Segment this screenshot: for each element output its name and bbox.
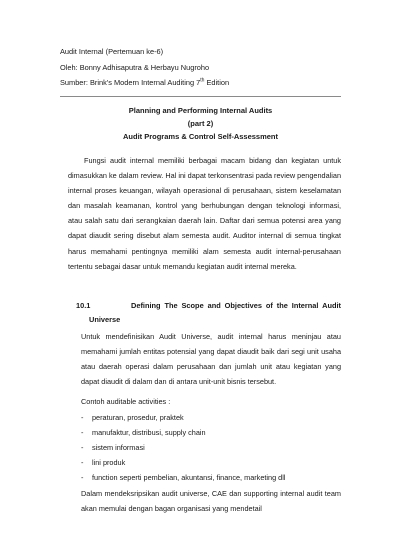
course-line: Audit Internal (Pertemuan ke-6) [60,47,164,56]
list-dash: - [81,473,84,483]
section-heading-continuation: Universe [89,315,121,324]
section-number: 10.1 [76,301,91,310]
section-heading-text: Defining The Scope and Objectives of the Internal Audit [131,301,341,310]
list-dash: - [81,458,84,468]
list-item [81,470,285,485]
list-item [81,455,285,470]
list-dash: - [81,413,84,422]
list-item-text: lini produk [92,458,126,468]
list-item-text: function seperti pembelian, akuntansi, finance, marketing dll [92,473,286,483]
list-item [81,410,285,425]
source-superscript: th [200,77,205,84]
header-divider [60,96,341,97]
list-dash: - [81,428,84,438]
list-item-text: peraturan, prosedur, praktek [92,413,184,422]
title-line-1: Planning and Performing Internal Audits [128,106,273,115]
source-line [60,75,350,91]
list-item [81,425,285,440]
source-text: Sumber: Brink's Modern Internal Auditing 7 [60,78,201,87]
title-line-3: Audit Programs & Control Self-Assessment [122,132,279,141]
title-line-2: (part 2) [187,119,214,128]
section-paragraph-1: Untuk mendefinisikan Audit Universe, audit internal harus meninjau atau memahami jumlah entitas potensial yang dapat diaudit baik dari segi unit usaha atau daerah operasi dalam perusahaan dan jumlah unit atau kegiatan yang dapat diaudit di dalam dan di antara unit-unit bisnis tersebut. [81,332,341,387]
list-item [81,440,285,455]
intro-paragraph: Fungsi audit internal memiliki berbagai macam bidang dan kegiatan untuk dimasukkan ke dalam review. Hal ini dapat terkonsentrasi pada review pengendalian internal proses keuangan, wilayah operasional di perusahaan, sistem keselamatan dan masalah keamanan, kontrol yang berhubungan dengan teknologi informasi, atau salah satu dari serangkaian daerah lain. Daftar dari semua potensi area yang dapat diaudit sering disebut alam semesta audit. Auditor internal di semua tingkat harus memahami pentingnya memiliki alam semesta audit internal-perusahaan tertentu sebagai dasar untuk memandu kegiatan audit internal mereka. [68,156,341,271]
list-label: Contoh auditable activities : [81,397,171,406]
list-item-text: sistem informasi [92,443,145,453]
section-paragraph-2: Dalam mendeksripsikan audit universe, CAE dan supporting internal audit team akan memulai dengan bagan organisasi yang mendetail [81,489,341,514]
list-dash: - [81,443,84,453]
source-suffix: Edition [204,78,230,87]
auditable-activities-list [81,410,285,485]
document-title [60,104,341,143]
document-header [60,44,350,91]
list-item-text: manufaktur, distribusi, supply chain [92,428,206,438]
authors-line: Oleh: Bonny Adhisaputra & Herbayu Nugroho [60,62,210,72]
